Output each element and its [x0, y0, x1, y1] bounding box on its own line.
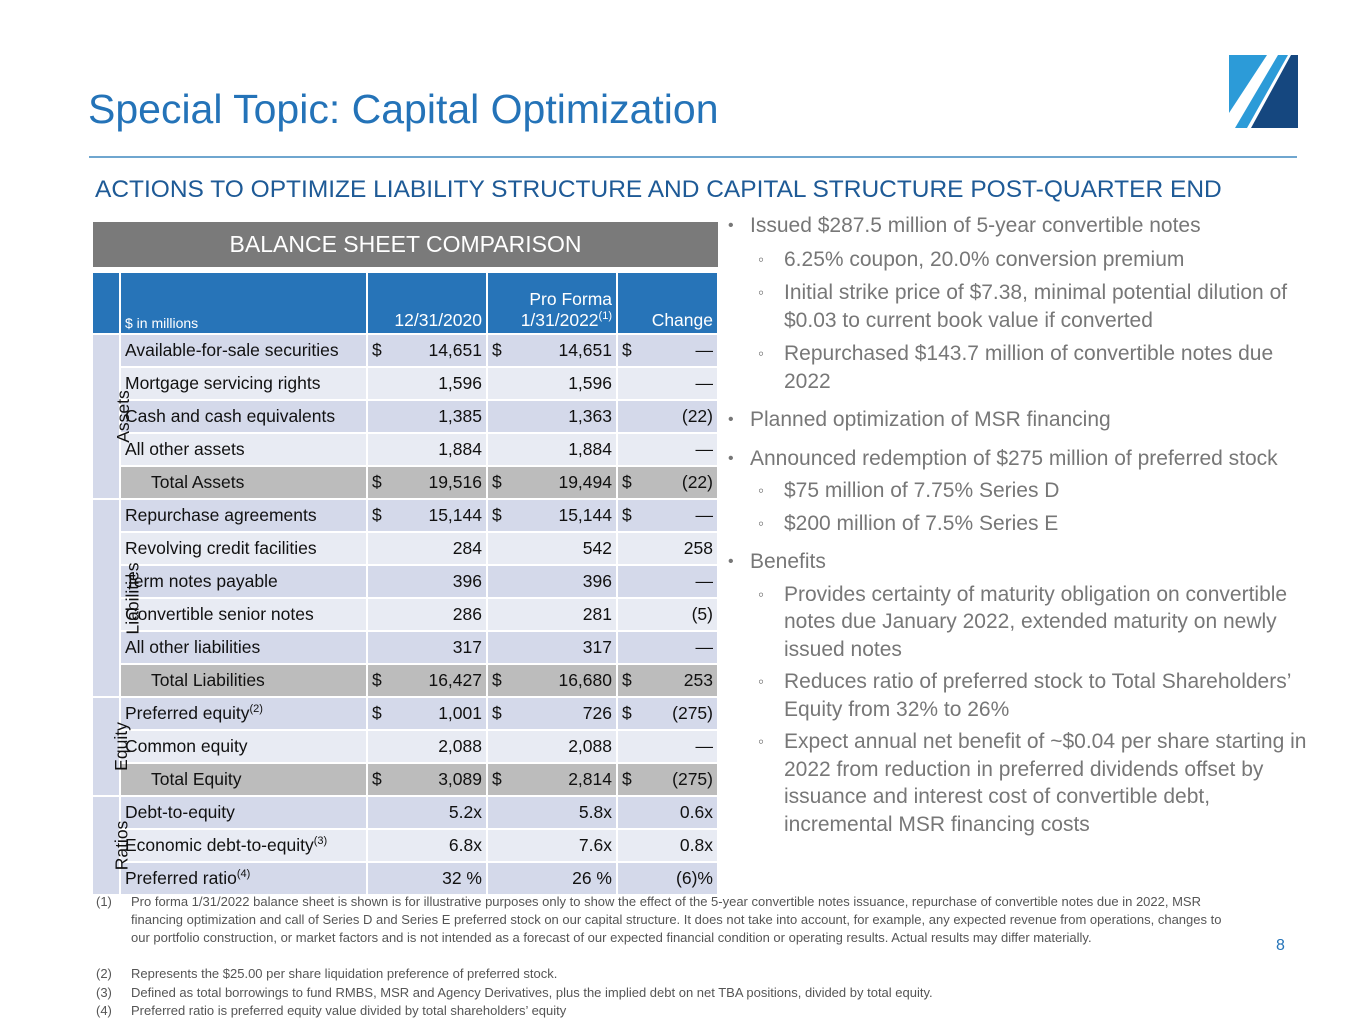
cell-2020: 1,596	[367, 367, 487, 400]
cell-2020: 5.2x	[367, 796, 487, 829]
cell-2020: 317	[367, 631, 487, 664]
footnote-ref: (1)	[598, 310, 612, 323]
cell-2020: 396	[367, 565, 487, 598]
row-label: Total Assets	[120, 466, 367, 499]
header-col-change: Change	[617, 273, 718, 334]
row-label: Mortgage servicing rights	[120, 367, 367, 400]
table-row	[93, 367, 718, 400]
header-col-2020: 12/31/2020	[367, 273, 487, 334]
cell-proforma: 5.8x	[487, 796, 617, 829]
row-label: Cash and cash equivalents	[120, 400, 367, 433]
cell-proforma: 1,884	[487, 433, 617, 466]
table-row	[93, 796, 718, 829]
cell-change: —	[617, 433, 718, 466]
category-ratios: Ratios	[93, 796, 120, 895]
cell-change: —	[617, 367, 718, 400]
footnote-text: Defined as total borrowings to fund RMBS, MSR and Agency Derivatives, plus the implied debt on net TBA positions, divided by total equity.	[131, 985, 933, 1000]
cell-change: $ —	[617, 499, 718, 532]
row-label: Convertible senior notes	[120, 598, 367, 631]
cell-proforma: 281	[487, 598, 617, 631]
table-row	[93, 400, 718, 433]
cell-2020: $ 16,427	[367, 664, 487, 697]
cell-2020: 286	[367, 598, 487, 631]
bullet-item: • Announced redemption of $275 million of preferred stock	[728, 445, 1308, 473]
header-col-proforma	[487, 273, 617, 334]
footnote-ref: (2)	[249, 703, 263, 716]
cell-change: (5)	[617, 598, 718, 631]
bullet-item: • Benefits	[728, 548, 1308, 576]
footnote	[96, 1002, 1236, 1020]
table-row	[93, 829, 718, 862]
total-row	[93, 664, 718, 697]
footnote-number: (3)	[96, 985, 112, 1000]
header-proforma-line1: Pro Forma	[529, 289, 612, 309]
cell-proforma: 396	[487, 565, 617, 598]
cell-2020: $ 1,001	[367, 697, 487, 730]
cell-2020: 32 %	[367, 862, 487, 895]
cell-change: 0.8x	[617, 829, 718, 862]
cell-proforma: $ 15,144	[487, 499, 617, 532]
cell-proforma: 7.6x	[487, 829, 617, 862]
cell-proforma: $ 726	[487, 697, 617, 730]
cell-change: (6)%	[617, 862, 718, 895]
row-label: All other liabilities	[120, 631, 367, 664]
cell-change: $ (275)	[617, 697, 718, 730]
row-label: Revolving credit facilities	[120, 532, 367, 565]
bullet-item: • Issued $287.5 million of 5-year convertible notes	[728, 212, 1308, 240]
table-header-row	[93, 273, 718, 334]
cell-2020: $ 19,516	[367, 466, 487, 499]
bullet-item: • Planned optimization of MSR financing	[728, 406, 1308, 434]
table-row	[93, 499, 718, 532]
table-row	[93, 631, 718, 664]
sub-bullet-item: ◦ Expect annual net benefit of ~$0.04 per share starting in 2022 from reduction in preferred dividends offset by issuance and interest cost of convertible debt, incremental MSR financing costs	[728, 728, 1308, 838]
cell-proforma: $ 19,494	[487, 466, 617, 499]
cell-2020: $ 15,144	[367, 499, 487, 532]
balance-sheet-heading: BALANCE SHEET COMPARISON	[93, 222, 718, 267]
footnote	[96, 893, 1236, 948]
header-cat-cell	[93, 273, 120, 334]
row-label: Available-for-sale securities	[120, 334, 367, 367]
header-label: $ in millions	[120, 273, 367, 334]
table-row	[93, 697, 718, 730]
cell-change: $ —	[617, 334, 718, 367]
footnote-text: Preferred ratio is preferred equity value divided by total shareholders’ equity	[131, 1003, 567, 1018]
table-row	[93, 532, 718, 565]
sub-bullet-item: ◦ $200 million of 7.5% Series E	[728, 510, 1308, 538]
cell-proforma: 542	[487, 532, 617, 565]
section-subtitle: ACTIONS TO OPTIMIZE LIABILITY STRUCTURE AND CAPITAL STRUCTURE POST-QUARTER END	[95, 176, 1222, 203]
cell-change: (22)	[617, 400, 718, 433]
cell-change: —	[617, 730, 718, 763]
company-logo	[1229, 55, 1298, 128]
cell-change: $ (275)	[617, 763, 718, 796]
sub-bullet-item: ◦ Reduces ratio of preferred stock to Total Shareholders’ Equity from 32% to 26%	[728, 668, 1308, 723]
row-label: Total Equity	[120, 763, 367, 796]
cell-2020: 284	[367, 532, 487, 565]
table-row	[93, 598, 718, 631]
row-label: Preferred ratio$^{(4)}$	[120, 862, 367, 895]
bullet-list	[728, 212, 1308, 838]
table-row	[93, 862, 718, 895]
footnote-number: (2)	[96, 966, 112, 981]
cell-2020: $ 14,651	[367, 334, 487, 367]
cell-change: $ (22)	[617, 466, 718, 499]
cell-proforma: 1,363	[487, 400, 617, 433]
row-label: Economic debt-to-equity$^{(3)}$	[120, 829, 367, 862]
cell-2020: 1,385	[367, 400, 487, 433]
page-title: Special Topic: Capital Optimization	[88, 86, 719, 132]
table-row	[93, 565, 718, 598]
total-row	[93, 466, 718, 499]
footnote-text: Pro forma 1/31/2022 balance sheet is shown is for illustrative purposes only to show the effect of the 5-year convertible notes issuance, repurchase of convertible notes due in 2022, MSR financing optimization and call of Series D and Series E preferred stock on our capital structure. It does not take into account, for example, any expected revenue from operations, changes to our portfolio construction, or market factors and is not intended as a forecast of our expected financial condition or operating results. Actual results may differ materially.	[131, 894, 1222, 946]
title-divider	[89, 156, 1297, 158]
row-label: Debt-to-equity	[120, 796, 367, 829]
row-label: Term notes payable	[120, 565, 367, 598]
page-number: 8	[1276, 937, 1285, 954]
cell-change: 0.6x	[617, 796, 718, 829]
balance-sheet-table	[93, 273, 719, 896]
cell-proforma: 1,596	[487, 367, 617, 400]
total-row	[93, 763, 718, 796]
sub-bullet-item: ◦ 6.25% coupon, 20.0% conversion premium	[728, 246, 1308, 274]
header-proforma-line2: 1/31/2022	[520, 310, 599, 330]
cell-2020: 1,884	[367, 433, 487, 466]
footnote-ref: (4)	[236, 868, 251, 881]
footnote	[96, 984, 1236, 1002]
category-liabilities: Liabilities	[93, 499, 120, 697]
cell-proforma: 317	[487, 631, 617, 664]
footnote-number: (4)	[96, 1003, 112, 1018]
cell-change: —	[617, 565, 718, 598]
footnote-text: Represents the $25.00 per share liquidation preference of preferred stock.	[131, 966, 558, 981]
row-label: Total Liabilities	[120, 664, 367, 697]
table-row	[93, 730, 718, 763]
cell-change: $ 253	[617, 664, 718, 697]
sub-bullet-item: ◦ Provides certainty of maturity obligation on convertible notes due January 2022, extended maturity on newly issued notes	[728, 581, 1308, 664]
row-label: Common equity	[120, 730, 367, 763]
row-label: Repurchase agreements	[120, 499, 367, 532]
category-assets: Assets	[93, 334, 120, 499]
table-row	[93, 433, 718, 466]
cell-proforma: $ 14,651	[487, 334, 617, 367]
footnote	[96, 965, 1236, 983]
sub-bullet-item: ◦ Repurchased $143.7 million of convertible notes due 2022	[728, 340, 1308, 395]
cell-2020: 6.8x	[367, 829, 487, 862]
table-row	[93, 334, 718, 367]
row-label: Preferred equity$^{(2)}$	[120, 697, 367, 730]
footnote-number: (1)	[96, 894, 112, 909]
category-equity: Equity	[93, 697, 120, 796]
cell-change: 258	[617, 532, 718, 565]
cell-proforma: 26 %	[487, 862, 617, 895]
sub-bullet-item: ◦ Initial strike price of $7.38, minimal potential dilution of $0.03 to current book value if converted	[728, 279, 1308, 334]
sub-bullet-item: ◦ $75 million of 7.75% Series D	[728, 477, 1308, 505]
row-label: All other assets	[120, 433, 367, 466]
cell-proforma: 2,088	[487, 730, 617, 763]
cell-2020: $ 3,089	[367, 763, 487, 796]
cell-proforma: $ 16,680	[487, 664, 617, 697]
footnote-ref: (3)	[313, 835, 328, 848]
cell-change: —	[617, 631, 718, 664]
cell-proforma: $ 2,814	[487, 763, 617, 796]
cell-2020: 2,088	[367, 730, 487, 763]
